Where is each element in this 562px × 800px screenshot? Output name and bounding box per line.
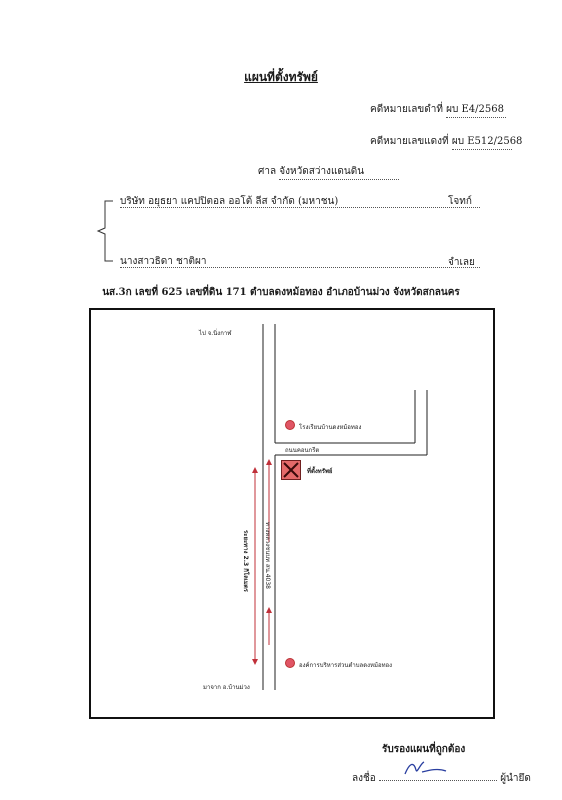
- main-road-label: ทางหลวงชนบท สน.4038: [264, 522, 271, 589]
- school-label: โรงเรียนบ้านดงหม้อทอง: [299, 424, 362, 431]
- court-label: ศาล: [258, 166, 277, 177]
- red-case-row: [370, 134, 523, 150]
- court-name: จังหวัดสว่างแดนดิน: [279, 164, 399, 180]
- black-case-number: ผบ E4/2568: [446, 102, 506, 118]
- court-row: [258, 164, 399, 180]
- from-south-label: มาจาก อ.บ้านม่วง: [203, 684, 250, 691]
- signature-image: [402, 758, 450, 780]
- map-frame: [89, 308, 495, 719]
- defendant-name: นางสาวธิดา ชาติผา: [120, 256, 207, 267]
- property-label: ที่ตั้งทรัพย์: [307, 468, 333, 475]
- school-marker-icon: [285, 420, 295, 430]
- to-north-label: ไป จ.นิ่งกาฬ: [199, 330, 232, 337]
- tao-marker-icon: [285, 658, 295, 668]
- tao-label: องค์การบริหารส่วนตำบลดงหม้อทอง: [299, 662, 393, 669]
- sign-label: ลงชื่อ: [352, 773, 376, 784]
- map-roads: [91, 310, 493, 717]
- property-x-icon: [281, 460, 301, 480]
- seizer-label: ผู้นำยึด: [500, 773, 531, 784]
- distance-label: ระยะทาง 2.3 กิโลเมตร: [242, 530, 249, 592]
- red-case-number: ผบ E512/2568: [452, 134, 512, 150]
- defendant-role: จำเลย: [448, 257, 475, 268]
- certify-label: รับรองแผนที่ถูกต้อง: [382, 744, 466, 755]
- party-bracket: [93, 196, 123, 266]
- black-case-row: [370, 102, 506, 118]
- plaintiff-name: บริษัท อยุธยา แคปปิตอล ออโต้ ลีส จำกัด (มหาชน): [120, 196, 339, 207]
- red-case-label: คดีหมายเลขแดงที่: [370, 136, 449, 147]
- black-case-label: คดีหมายเลขดำที่: [370, 104, 443, 115]
- document-title: แผนที่ตั้งทรัพย์: [244, 70, 318, 84]
- deed-info: นส.3ก เลขที่ 625 เลขที่ดิน 171 ตำบลดงหม้อทอง อำเภอบ้านม่วง จังหวัดสกลนคร: [102, 287, 460, 298]
- concrete-road-label: ถนนคอนกรีต: [285, 447, 320, 454]
- plaintiff-row: [120, 194, 480, 208]
- plaintiff-role: โจทก์: [448, 196, 472, 207]
- defendant-row: [120, 254, 480, 268]
